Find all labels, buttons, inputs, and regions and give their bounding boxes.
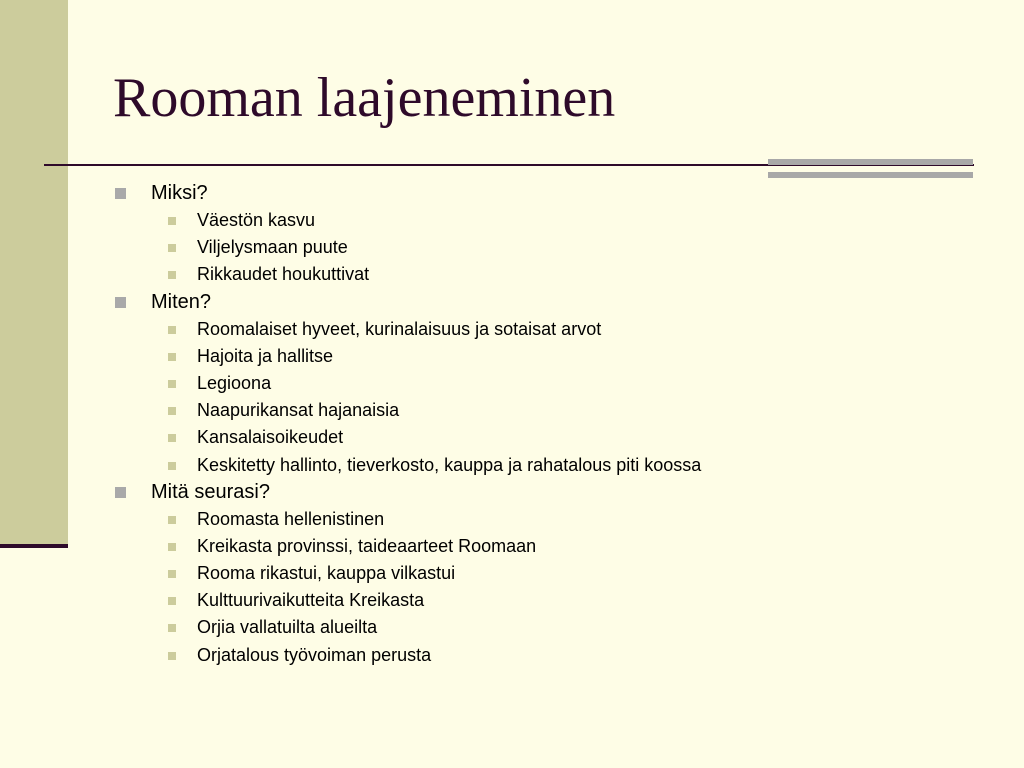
- list-item-text: Rikkaudet houkuttivat: [197, 264, 370, 285]
- list-item-text: Hajoita ja hallitse: [197, 345, 334, 366]
- square-bullet-icon: [115, 188, 126, 199]
- list-item-text: Viljelysmaan puute: [197, 237, 348, 258]
- square-bullet-icon: [168, 516, 176, 524]
- list-item: [115, 614, 995, 641]
- list-item-text: Väestön kasvu: [197, 210, 316, 230]
- section-heading: [115, 289, 995, 316]
- list-item: [115, 533, 995, 560]
- square-bullet-icon: [168, 407, 176, 415]
- list-item: [115, 207, 995, 234]
- list-item: [115, 343, 995, 370]
- list-item-text: Orjatalous työvoiman perusta: [197, 644, 432, 665]
- side-band: [0, 0, 68, 545]
- square-bullet-icon: [115, 297, 126, 308]
- list-item: [115, 234, 995, 261]
- section-heading: [115, 479, 995, 506]
- accent-stripe-bottom: [768, 172, 973, 178]
- list-item-text: Rooma rikastui, kauppa vilkastui: [197, 563, 456, 584]
- list-item: [115, 370, 995, 397]
- side-band-underline: [0, 544, 68, 548]
- accent-stripe-top: [768, 159, 973, 165]
- list-item: [115, 261, 995, 288]
- square-bullet-icon: [115, 487, 126, 498]
- list-item-text: Roomasta hellenistinen: [197, 508, 385, 529]
- square-bullet-icon: [168, 271, 176, 279]
- list-item: [115, 397, 995, 424]
- square-bullet-icon: [168, 597, 176, 605]
- square-bullet-icon: [168, 434, 176, 442]
- list-item-text: Orjia vallatuilta alueilta: [197, 617, 378, 638]
- square-bullet-icon: [168, 326, 176, 334]
- list-item-text: Keskitetty hallinto, tieverkosto, kauppa ja rahatalous piti koossa: [197, 454, 702, 475]
- square-bullet-icon: [168, 462, 176, 470]
- list-item-text: Kreikasta provinssi, taideaarteet Roomaan: [197, 535, 537, 556]
- list-item: [115, 642, 995, 669]
- bullet-list: [115, 180, 995, 669]
- accent-bar: [768, 159, 973, 179]
- list-item: [115, 424, 995, 451]
- list-item-text: Kansalaisoikeudet: [197, 427, 344, 448]
- square-bullet-icon: [168, 652, 176, 660]
- list-item: [115, 452, 995, 479]
- square-bullet-icon: [168, 244, 176, 252]
- section-heading-text: Mitä seurasi?: [151, 480, 270, 503]
- list-item: [115, 560, 995, 587]
- list-item: [115, 506, 995, 533]
- list-item: [115, 316, 995, 343]
- list-item-text: Legioona: [197, 372, 272, 393]
- square-bullet-icon: [168, 353, 176, 361]
- section-heading-text: Miksi?: [151, 182, 208, 204]
- square-bullet-icon: [168, 217, 176, 225]
- list-item: [115, 587, 995, 614]
- square-bullet-icon: [168, 570, 176, 578]
- slide-title: Rooman laajeneminen: [113, 67, 616, 129]
- square-bullet-icon: [168, 380, 176, 388]
- square-bullet-icon: [168, 543, 176, 551]
- list-item-text: Roomalaiset hyveet, kurinalaisuus ja sotaisat arvot: [197, 318, 602, 339]
- section-heading-text: Miten?: [151, 290, 212, 313]
- list-item-text: Kulttuurivaikutteita Kreikasta: [197, 590, 425, 611]
- square-bullet-icon: [168, 624, 176, 632]
- list-item-text: Naapurikansat hajanaisia: [197, 400, 400, 421]
- section-heading: [115, 180, 995, 207]
